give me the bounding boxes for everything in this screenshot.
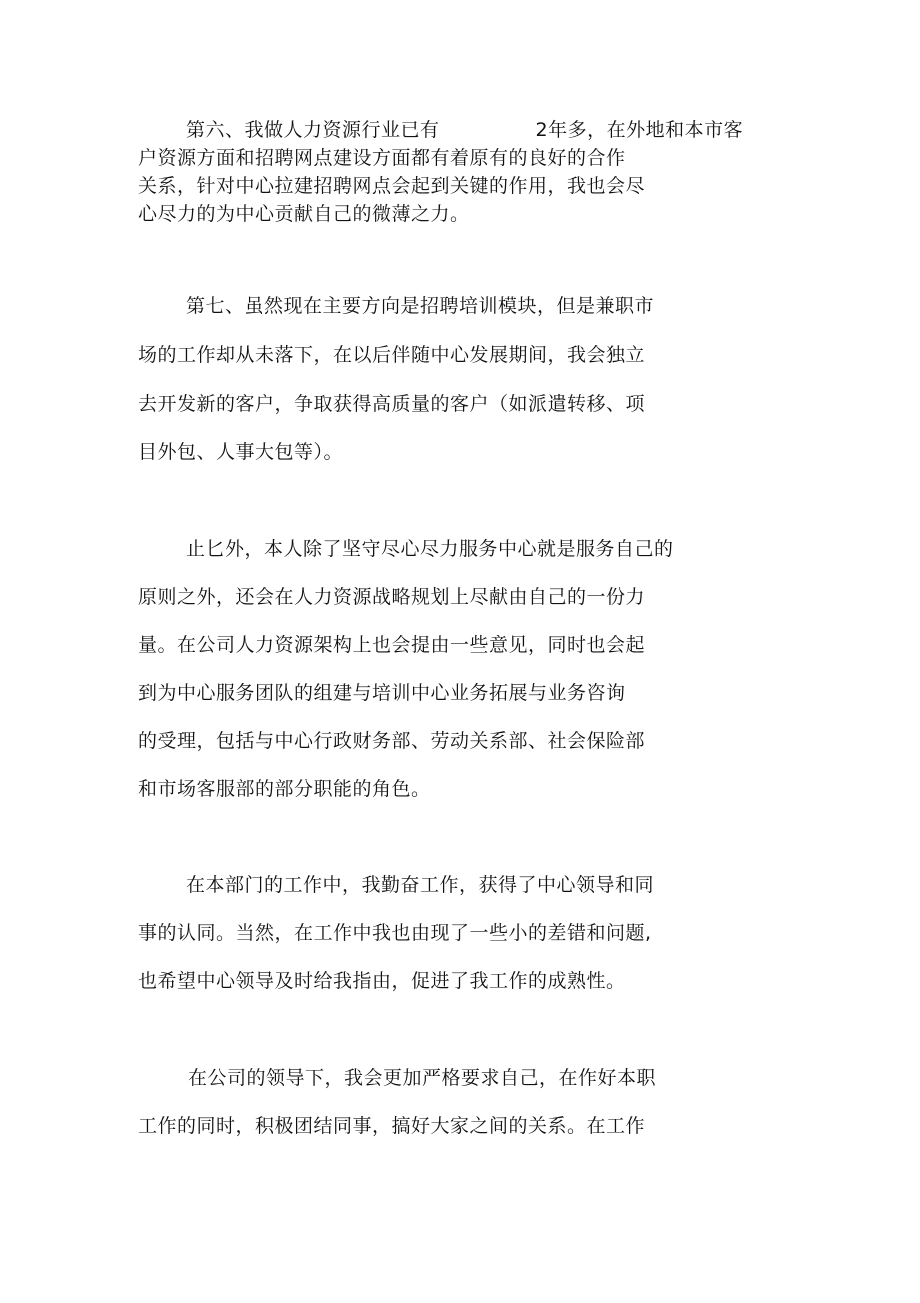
- paragraph-4-line-2: 事的认同。当然，在工作中我也由现了一些小的差错和问题,: [138, 922, 652, 944]
- paragraph-4-line-3: 也希望中心领导及时给我指由，促进了我工作的成熟性。: [138, 970, 626, 992]
- paragraph-3-line-1: 止匕外，本人除了坚守尽心尽力服务中心就是服务自己的: [186, 538, 674, 560]
- paragraph-3-line-2: 原则之外，还会在人力资源战略规划上尽献由自己的一份力: [138, 586, 646, 608]
- paragraph-2-line-3: 去开发新的客户，争取获得高质量的客户（如派遣转移、项: [138, 393, 646, 415]
- paragraph-1-line-2: 户资源方面和招聘网点建设方面都有着原有的良好的合作: [138, 147, 626, 169]
- paragraph-1-line-3: 关系，针对中心拉建招聘网点会起到关键的作用，我也会尽: [138, 175, 646, 197]
- paragraph-1-line-1: [186, 118, 743, 142]
- paragraph-4-line-1: 在本部门的工作中，我勤奋工作，获得了中心领导和同: [186, 874, 655, 896]
- paragraph-3-line-4: 到为中心服务团队的组建与培训中心业务拓展与业务咨询: [138, 682, 626, 704]
- paragraph-3-line-5: 的受理，包括与中心行政财务部、劳动关系部、社会保险部: [138, 730, 646, 752]
- paragraph-5-line-2: 工作的同时，积极团结同事，搞好大家之间的关系。在工作: [138, 1115, 646, 1137]
- paragraph-2-line-2: 场的工作却从未落下，在以后伴随中心发展期间，我会独立: [138, 344, 646, 366]
- paragraph-3-line-3: 量。在公司人力资源架构上也会提由一些意见，同时也会起: [138, 634, 646, 656]
- paragraph-1-line-4: 心尽力的为中心贡献自己的微薄之力。: [138, 203, 470, 225]
- paragraph-2-line-1: 第七、虽然现在主要方向是招聘培训模块，但是兼职市: [186, 295, 655, 317]
- paragraph-1-line-1-part-a: 第六、我做人力资源行业已有: [186, 119, 440, 141]
- paragraph-5-line-1: 在公司的领导下，我会更加严格要求自己，在作好本职: [188, 1067, 657, 1089]
- paragraph-1-line-1-part-b: 2年多，在外地和本市客: [535, 119, 744, 141]
- paragraph-3-line-6: 和市场客服部的部分职能的角色。: [138, 778, 431, 800]
- paragraph-2-line-4: 目外包、人事大包等）。: [138, 441, 344, 463]
